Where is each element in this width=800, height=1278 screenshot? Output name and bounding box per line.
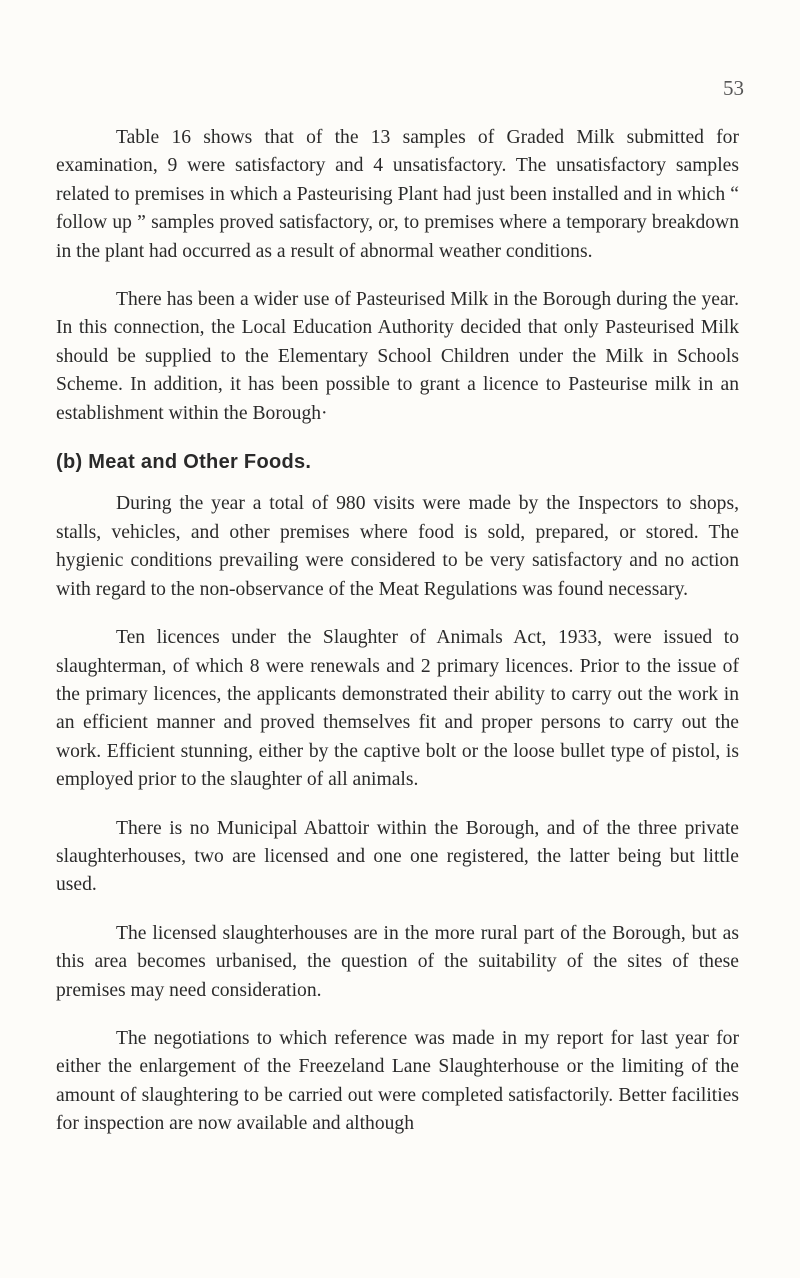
section-heading-meat: (b) Meat and Other Foods. xyxy=(56,451,312,474)
paragraph-negotiations: The negotiations to which reference was made in my report for last year for either the enlargement of the Freezeland Lane Slaughterhouse or the limiting of the amount of slaughtering to be carried out were completed satisfactorily. Better facilities for inspection are now available and although xyxy=(56,1027,739,1135)
paragraph-pasteurised-milk: There has been a wider use of Pasteurised Milk in the Borough during the year. In this connection, the Local Education Authority decided that only Pasteurised Milk should be supplied to the Elementary School Children under the Milk in Schools Scheme. In addition, it has been possible to grant a licence to Pasteurise milk in an establishment within the Borough· xyxy=(56,289,739,424)
paragraph-inspection-visits: During the year a total of 980 visits were made by the Inspectors to shops, stalls, vehicles, and other premises where food is sold, prepared, or stored. The hygienic conditions prevailing were considered to be very satisfactory and no action with regard to the non-observance of the Meat Regulations was found necessary. xyxy=(56,493,739,600)
paragraph-rural-slaughterhouses: The licensed slaughterhouses are in the more rural part of the Borough, but as this area becomes urbanised, the question of the suitability of the sites of these premises may need consideration. xyxy=(56,922,739,1001)
paragraph-slaughter-licences: Ten licences under the Slaughter of Animals Act, 1933, were issued to slaughterman, of which 8 were renewals and 2 primary licences. Prior to the issue of the primary licences, the applicants demonstrated their ability to carry out the work in an efficient manner and proved themselves fit and proper persons to carry out the work. Efficient stunning, either by the captive bolt or the loose bullet type of pistol, is employed prior to the slaughter of all animals. xyxy=(56,627,739,791)
paragraph-graded-milk: Table 16 shows that of the 13 samples of Graded Milk submitted for examination, 9 were satisfactory and 4 unsatisfactory. The unsatisfactory samples related to premises in which a Pasteurising Plant had just been installed and in which “ follow up ” samples proved satisfactory, or, to premises where a temporary breakdown in the plant had occurred as a result of abnormal weather conditions. xyxy=(56,127,739,262)
page-number: 53 xyxy=(723,76,744,100)
body-text xyxy=(56,124,739,1159)
paragraph-abattoir: There is no Municipal Abattoir within the Borough, and of the three private slaughterhouses, two are licensed and one one registered, the latter being but little used. xyxy=(56,817,739,896)
